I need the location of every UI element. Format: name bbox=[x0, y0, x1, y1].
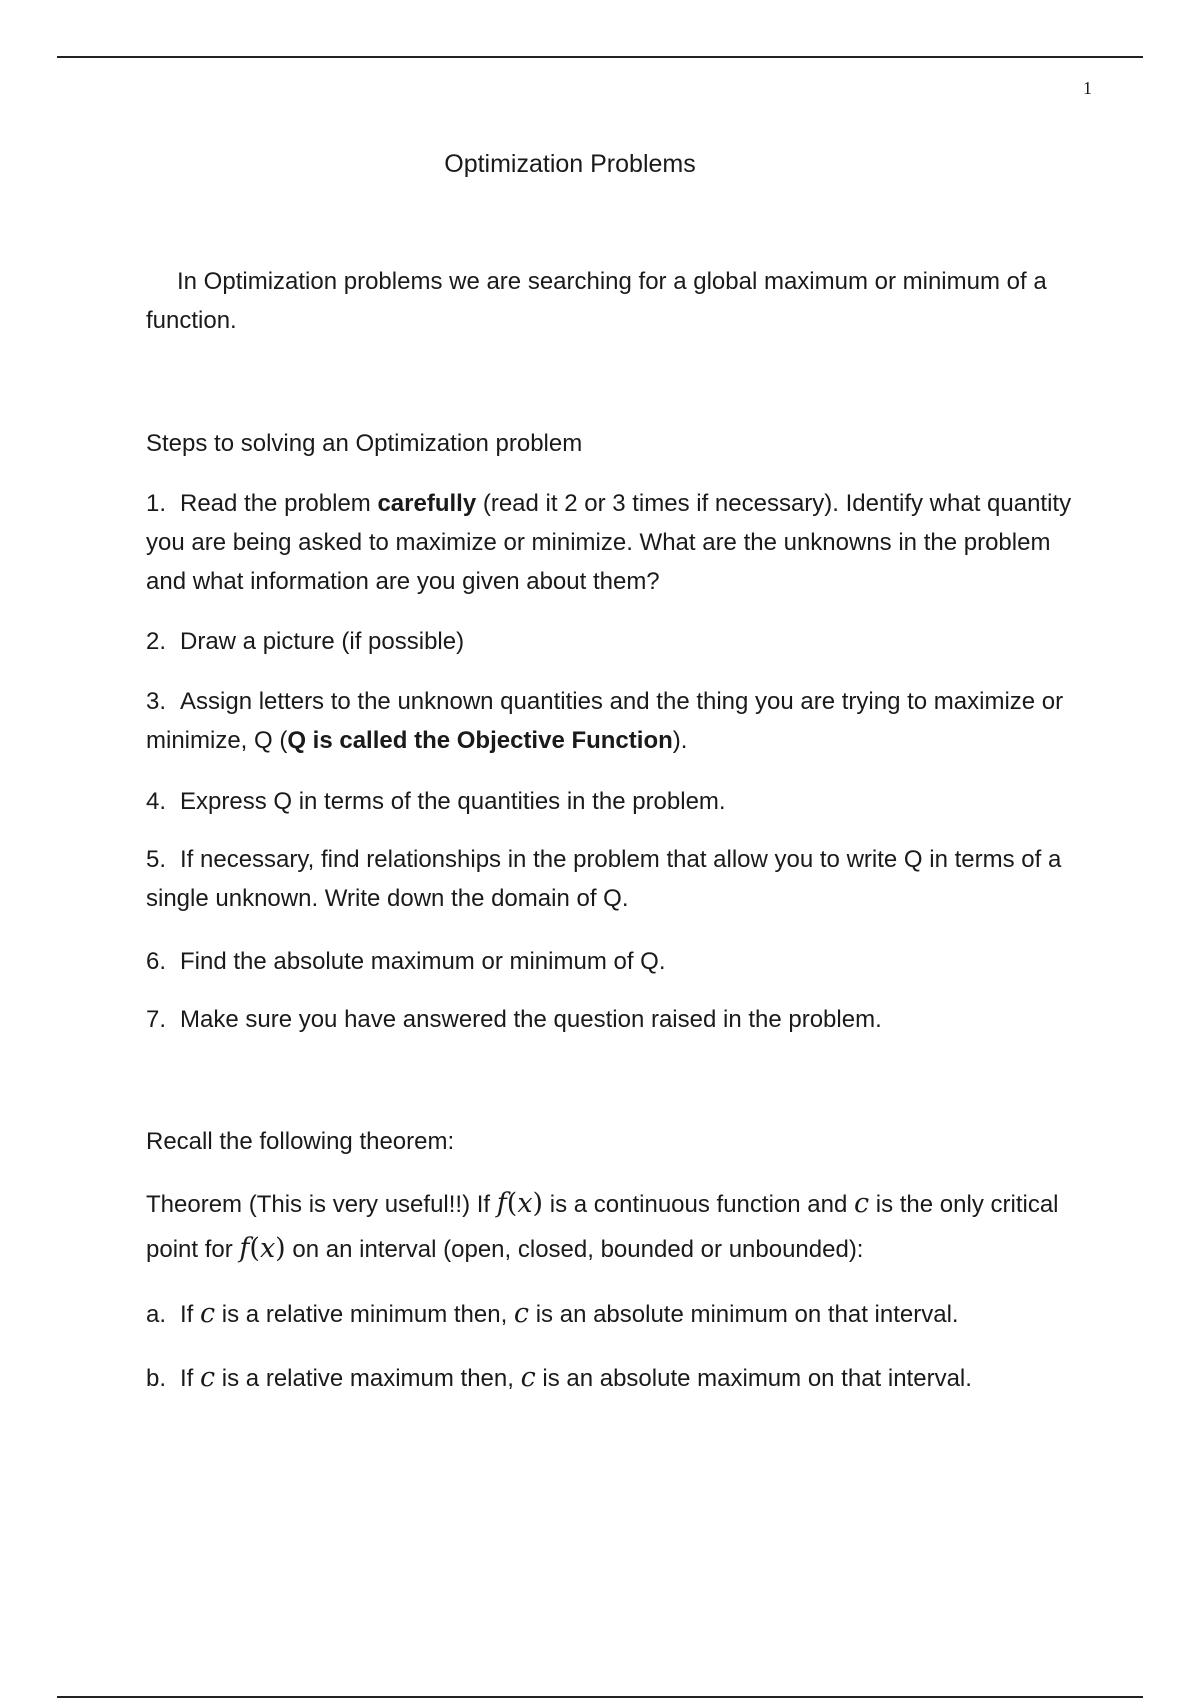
case-text: is a relative maximum then, bbox=[215, 1365, 521, 1392]
footer-rule bbox=[57, 1696, 1143, 1698]
step-emphasis: Q is called the Objective Function bbox=[287, 727, 673, 754]
theorem-text: is a continuous function and bbox=[543, 1191, 854, 1218]
step-text: Read the problem bbox=[180, 490, 378, 517]
case-text: is an absolute minimum on that interval. bbox=[529, 1301, 959, 1328]
page-number: 1 bbox=[1083, 78, 1092, 98]
step-2 bbox=[146, 622, 1096, 661]
step-number: 1. bbox=[146, 490, 167, 517]
math-paren: ) bbox=[275, 1233, 286, 1264]
case-text: is an absolute maximum on that interval. bbox=[535, 1365, 972, 1392]
math-paren: ( bbox=[506, 1188, 518, 1219]
theorem-text: on an interval (open, closed, bounded or unbounded): bbox=[285, 1236, 864, 1263]
step-7 bbox=[146, 1000, 1096, 1039]
math-c: c bbox=[513, 1298, 530, 1329]
step-text: Make sure you have answered the question raised in the problem. bbox=[180, 1006, 882, 1033]
recall-heading: Recall the following theorem: bbox=[146, 1128, 455, 1155]
case-text: If bbox=[180, 1365, 201, 1392]
step-text: Draw a picture (if possible) bbox=[180, 628, 465, 655]
step-number: 2. bbox=[146, 628, 167, 655]
math-c: c bbox=[853, 1188, 870, 1219]
math-f: f bbox=[239, 1233, 250, 1264]
step-number: 6. bbox=[146, 948, 167, 975]
step-3 bbox=[146, 682, 1096, 760]
theorem-case-a bbox=[146, 1294, 1096, 1334]
case-text: If bbox=[180, 1301, 201, 1328]
step-text: Assign letters to the unknown quantities and the thing you are trying to maximize or minimize, Q ( bbox=[146, 688, 1064, 754]
case-label: a. bbox=[146, 1301, 167, 1328]
math-f: f bbox=[496, 1188, 507, 1219]
math-paren: ( bbox=[249, 1233, 260, 1264]
theorem-text: is the only critical point for bbox=[146, 1191, 1059, 1263]
step-5 bbox=[146, 840, 1096, 918]
step-number: 3. bbox=[146, 688, 167, 715]
step-text: (read it 2 or 3 times if necessary). Identify what quantity you are being asked to maximize or minimize. What are the unknowns in the problem and what information are you given about them? bbox=[146, 490, 1072, 595]
math-c: c bbox=[200, 1362, 216, 1393]
intro-paragraph: In Optimization problems we are searching for a global maximum or minimum of a function. bbox=[146, 268, 1047, 334]
page-title: Optimization Problems bbox=[444, 150, 696, 178]
step-text: Express Q in terms of the quantities in the problem. bbox=[180, 788, 726, 815]
theorem-statement bbox=[146, 1182, 1096, 1272]
step-number: 5. bbox=[146, 846, 167, 873]
math-x: x bbox=[259, 1233, 276, 1264]
step-emphasis: carefully bbox=[377, 490, 477, 517]
math-c: c bbox=[520, 1362, 536, 1393]
step-4 bbox=[146, 782, 1096, 821]
header-rule bbox=[57, 56, 1143, 58]
case-label: b. bbox=[146, 1365, 167, 1392]
math-paren: ) bbox=[532, 1188, 544, 1219]
theorem-lead: Theorem (This is very useful!!) If bbox=[146, 1191, 497, 1218]
math-x: x bbox=[517, 1188, 533, 1219]
math-c: c bbox=[200, 1298, 216, 1329]
step-text: Find the absolute maximum or minimum of Q. bbox=[180, 948, 666, 975]
step-number: 4. bbox=[146, 788, 167, 815]
case-text: is a relative minimum then, bbox=[215, 1301, 514, 1328]
step-text: If necessary, find relationships in the problem that allow you to write Q in terms of a single unknown. Write down the domain of Q. bbox=[146, 846, 1062, 912]
theorem-case-b bbox=[146, 1358, 1096, 1398]
step-number: 7. bbox=[146, 1006, 167, 1033]
step-1 bbox=[146, 484, 1096, 601]
steps-heading: Steps to solving an Optimization problem bbox=[146, 430, 583, 457]
step-6 bbox=[146, 942, 1096, 981]
step-text: ). bbox=[672, 727, 688, 754]
